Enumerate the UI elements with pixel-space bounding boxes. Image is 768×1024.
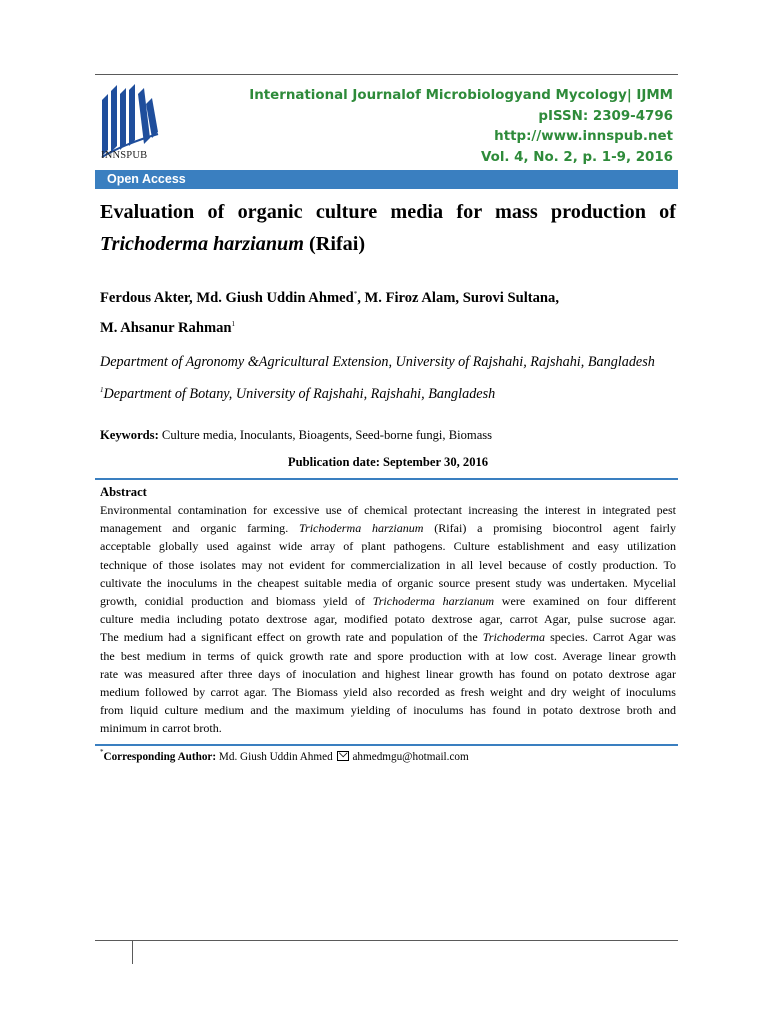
abstract-line bbox=[100, 592, 676, 610]
affiliation-2 bbox=[100, 386, 495, 403]
author-names-b: , M. Firoz Alam, Surovi Sultana, bbox=[357, 290, 559, 306]
journal-info bbox=[249, 86, 673, 168]
abstract-line bbox=[100, 519, 676, 537]
abstract-text: were examined on four different bbox=[494, 594, 676, 609]
abstract-line bbox=[100, 665, 676, 683]
abstract-italic-term: Trichoderma harzianum bbox=[298, 521, 424, 536]
abstract-line bbox=[100, 719, 676, 737]
abstract-text: acceptable globally used against wide array of plant pathogens. Culture establishment and easy utilization bbox=[100, 539, 676, 554]
publication-date: Publication date: September 30, 2016 bbox=[287, 455, 489, 469]
author-names-c: M. Ahsanur Rahman bbox=[100, 320, 232, 336]
abstract-text: cultivate the inoculums in the cheapest suitable media of organic source present study was undertaken. Mycelial bbox=[100, 575, 676, 590]
author-names-a: Ferdous Akter, Md. Giush Uddin Ahmed bbox=[100, 290, 354, 306]
title-line-2 bbox=[100, 228, 676, 260]
corresponding-name: Md. Giush Uddin Ahmed bbox=[216, 751, 336, 763]
logo-text: INNSPUB bbox=[101, 150, 148, 161]
title-species: Trichoderma harzianum bbox=[100, 233, 304, 255]
title-suffix: (Rifai) bbox=[303, 233, 366, 255]
corresponding-star: * bbox=[100, 748, 104, 756]
abstract-line bbox=[100, 537, 676, 555]
authors-line-1 bbox=[100, 281, 680, 311]
abstract-text: medium followed by carrot agar. The Biomass yield also recorded as fresh weight and dry weight of inoculums bbox=[100, 685, 676, 700]
affiliation-2-text: Department of Botany, University of Rajshahi, Rajshahi, Bangladesh bbox=[103, 386, 496, 402]
abstract-text: culture media including potato dextrose agar, modified potato dextrose agar, carrot Agar, pulse sucrose agar. bbox=[100, 612, 676, 627]
footer-rule bbox=[95, 940, 678, 941]
abstract-text: minimum in carrot broth. bbox=[100, 721, 222, 736]
footer-vertical-rule bbox=[132, 940, 133, 964]
abstract-italic-term: Trichoderma harzianum bbox=[372, 594, 495, 609]
corresponding-email[interactable]: ahmedmgu@hotmail.com bbox=[352, 751, 469, 763]
corresponding-author bbox=[100, 748, 469, 763]
author-affiliation-mark: 1 bbox=[231, 320, 236, 328]
abstract-text: Environmental contamination for excessive use of chemical protectant increasing the interest in integrated pest bbox=[100, 503, 676, 517]
abstract-text: species. Carrot Agar was bbox=[545, 630, 676, 645]
corresponding-label: Corresponding Author: bbox=[103, 751, 217, 763]
abstract-text: (Rifai) a promising biocontrol agent fairly bbox=[423, 521, 676, 536]
abstract-line bbox=[100, 574, 676, 592]
title-line-1: Evaluation of organic culture media for mass production of bbox=[100, 201, 676, 223]
journal-url[interactable]: http://www.innspub.net bbox=[494, 129, 673, 145]
journal-name: International Journalof Microbiologyand Mycology| IJMM bbox=[249, 88, 673, 103]
journal-pissn: pISSN: 2309-4796 bbox=[538, 108, 673, 124]
open-access-label: Open Access bbox=[107, 172, 186, 186]
affiliation-1: Department of Agronomy &Agricultural Extension, University of Rajshahi, Rajshahi, Bangladesh bbox=[100, 354, 655, 370]
journal-volume: Vol. 4, No. 2, p. 1-9, 2016 bbox=[481, 149, 673, 165]
open-access-banner bbox=[95, 170, 678, 189]
keywords-label: Keywords: bbox=[100, 428, 159, 442]
abstract-text: technique of those isolates may not evident for commercialization in all level because of costly production. To bbox=[100, 557, 676, 572]
keywords-list: Culture media, Inoculants, Bioagents, Seed-borne fungi, Biomass bbox=[158, 428, 493, 442]
abstract-body bbox=[100, 501, 676, 738]
authors-line-2 bbox=[100, 311, 680, 341]
abstract-line bbox=[100, 647, 676, 665]
abstract-italic-term: Trichoderma bbox=[482, 630, 545, 645]
envelope-icon bbox=[337, 751, 349, 761]
abstract-line bbox=[100, 701, 676, 719]
authors bbox=[100, 281, 680, 341]
abstract-text: management and organic farming. bbox=[100, 521, 299, 536]
abstract-bottom-rule bbox=[95, 744, 678, 746]
abstract-text: the best medium in terms of quick growth rate and spore production with at low cost. Average linear growth bbox=[100, 648, 676, 663]
abstract-text: from liquid culture medium and the maximum yielding of inoculums has found in potato dextrose broth and bbox=[100, 703, 676, 718]
abstract-line bbox=[100, 556, 676, 574]
abstract-line bbox=[100, 610, 676, 628]
abstract-top-rule bbox=[95, 478, 678, 480]
header-top-rule bbox=[95, 74, 678, 75]
affiliation-mark: 1 bbox=[100, 386, 104, 394]
author-footnote-mark: * bbox=[353, 290, 358, 298]
keywords bbox=[100, 428, 492, 443]
abstract-line bbox=[100, 628, 676, 646]
abstract-text: The medium had a significant effect on growth rate and population of the bbox=[100, 630, 483, 645]
paper-title bbox=[100, 196, 676, 260]
abstract-text: growth, conidial production and biomass yield of bbox=[100, 594, 373, 609]
abstract-heading: Abstract bbox=[100, 485, 147, 499]
abstract-text: rate was measured after three days of inoculation and highest linear growth has found on potato dextrose agar bbox=[100, 666, 676, 681]
abstract-line bbox=[100, 683, 676, 701]
abstract-line bbox=[100, 501, 676, 519]
